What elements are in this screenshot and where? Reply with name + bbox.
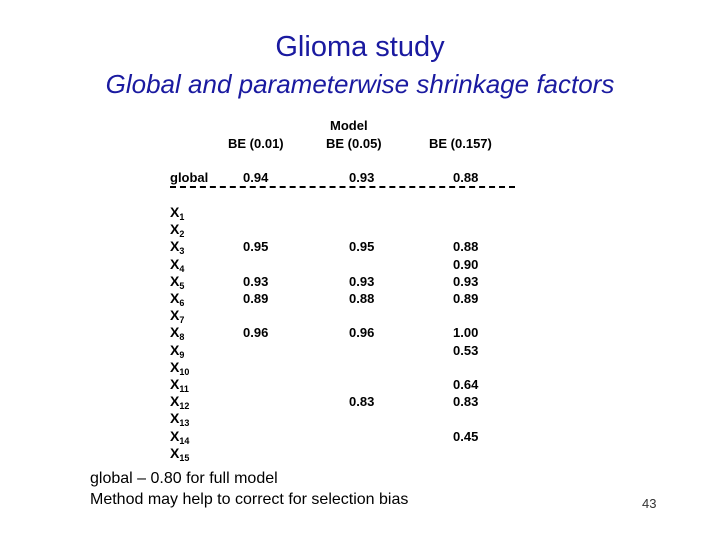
variable-subscript: 13 (179, 418, 190, 429)
column-header-be-005: BE (0.05) (326, 136, 382, 151)
table-cell: 0.83 (453, 394, 479, 410)
table-row (170, 342, 530, 359)
variable-subscript: 2 (179, 229, 185, 240)
table-row (170, 359, 530, 376)
table-cell: 0.64 (453, 377, 479, 392)
footnote-method: Method may help to correct for selection bias (90, 491, 409, 508)
table-row (170, 428, 530, 445)
table-cell: 0.89 (453, 291, 479, 306)
table-cell: 0.90 (453, 256, 479, 272)
variable-symbol: X (170, 358, 180, 375)
global-value-be-0157: 0.88 (453, 170, 479, 185)
variable-subscript: 5 (179, 280, 185, 291)
variable-subscript: 14 (179, 435, 190, 446)
table-cell: 0.93 (453, 273, 479, 289)
variable-symbol: X (170, 410, 180, 427)
variable-symbol: X (170, 444, 180, 461)
variable-subscript: 1 (179, 212, 185, 222)
variable-subscript: 4 (179, 263, 185, 274)
variable-subscript: 10 (179, 366, 190, 377)
column-header-be-001: BE (0.01) (228, 136, 284, 151)
variable-subscript: 15 (179, 452, 190, 463)
table-row (170, 307, 530, 324)
variable-symbol: X (170, 255, 180, 272)
variable-subscript: 9 (179, 349, 185, 360)
variable-subscript: 3 (179, 246, 185, 257)
table-cell: 0.89 (243, 291, 269, 306)
column-header-be-0157: BE (0.157) (429, 136, 492, 151)
variable-subscript: 12 (179, 401, 190, 412)
table-row (170, 256, 530, 273)
variable-symbol: X (170, 238, 180, 255)
table-row (170, 376, 530, 393)
variable-symbol: X (170, 204, 180, 220)
table-cell: 0.93 (243, 273, 269, 289)
table-cell: 1.00 (453, 325, 479, 341)
variable-symbol: X (170, 427, 180, 444)
variable-subscript: 7 (179, 315, 185, 326)
slide-subtitle: Global and parameterwise shrinkage factors (105, 69, 615, 99)
variable-symbol: X (170, 341, 180, 358)
global-value-be-001: 0.94 (243, 170, 269, 185)
table-cell: 0.93 (349, 273, 375, 289)
variable-symbol: X (170, 376, 180, 392)
table-cell: 0.96 (243, 325, 269, 341)
model-header: Model (330, 118, 368, 133)
table-row (170, 393, 530, 410)
table-row (170, 273, 530, 290)
table-cell: 0.95 (349, 239, 375, 255)
footnote-global: global – 0.80 for full model (90, 470, 278, 487)
table-row (170, 238, 530, 255)
table-row (170, 445, 530, 462)
table-row (170, 221, 530, 238)
table-cell: 0.95 (243, 239, 269, 255)
table-row (170, 204, 530, 221)
table-cell: 0.88 (349, 291, 375, 306)
global-value-be-005: 0.93 (349, 170, 375, 185)
table-row (170, 324, 530, 341)
table-cell: 0.45 (453, 428, 479, 444)
table-row (170, 290, 530, 307)
table-cell: 0.53 (453, 342, 479, 358)
variable-label (170, 445, 189, 467)
table-row (170, 410, 530, 427)
variable-symbol: X (170, 324, 180, 341)
variable-symbol: X (170, 290, 180, 306)
slide-title: Glioma study (275, 31, 445, 63)
variable-subscript: 8 (179, 332, 185, 343)
global-row-label: global (170, 170, 209, 185)
variable-symbol: X (170, 393, 180, 410)
variable-symbol: X (170, 272, 180, 289)
table-divider (170, 186, 515, 188)
variable-subscript: 11 (179, 384, 189, 394)
page-number: 43 (642, 496, 657, 511)
global-row (170, 169, 530, 186)
variable-symbol: X (170, 221, 180, 238)
table-cell: 0.96 (349, 325, 375, 341)
table-cell: 0.88 (453, 239, 479, 255)
table-cell: 0.83 (349, 394, 375, 410)
variable-subscript: 6 (179, 298, 185, 308)
variable-symbol: X (170, 307, 180, 324)
